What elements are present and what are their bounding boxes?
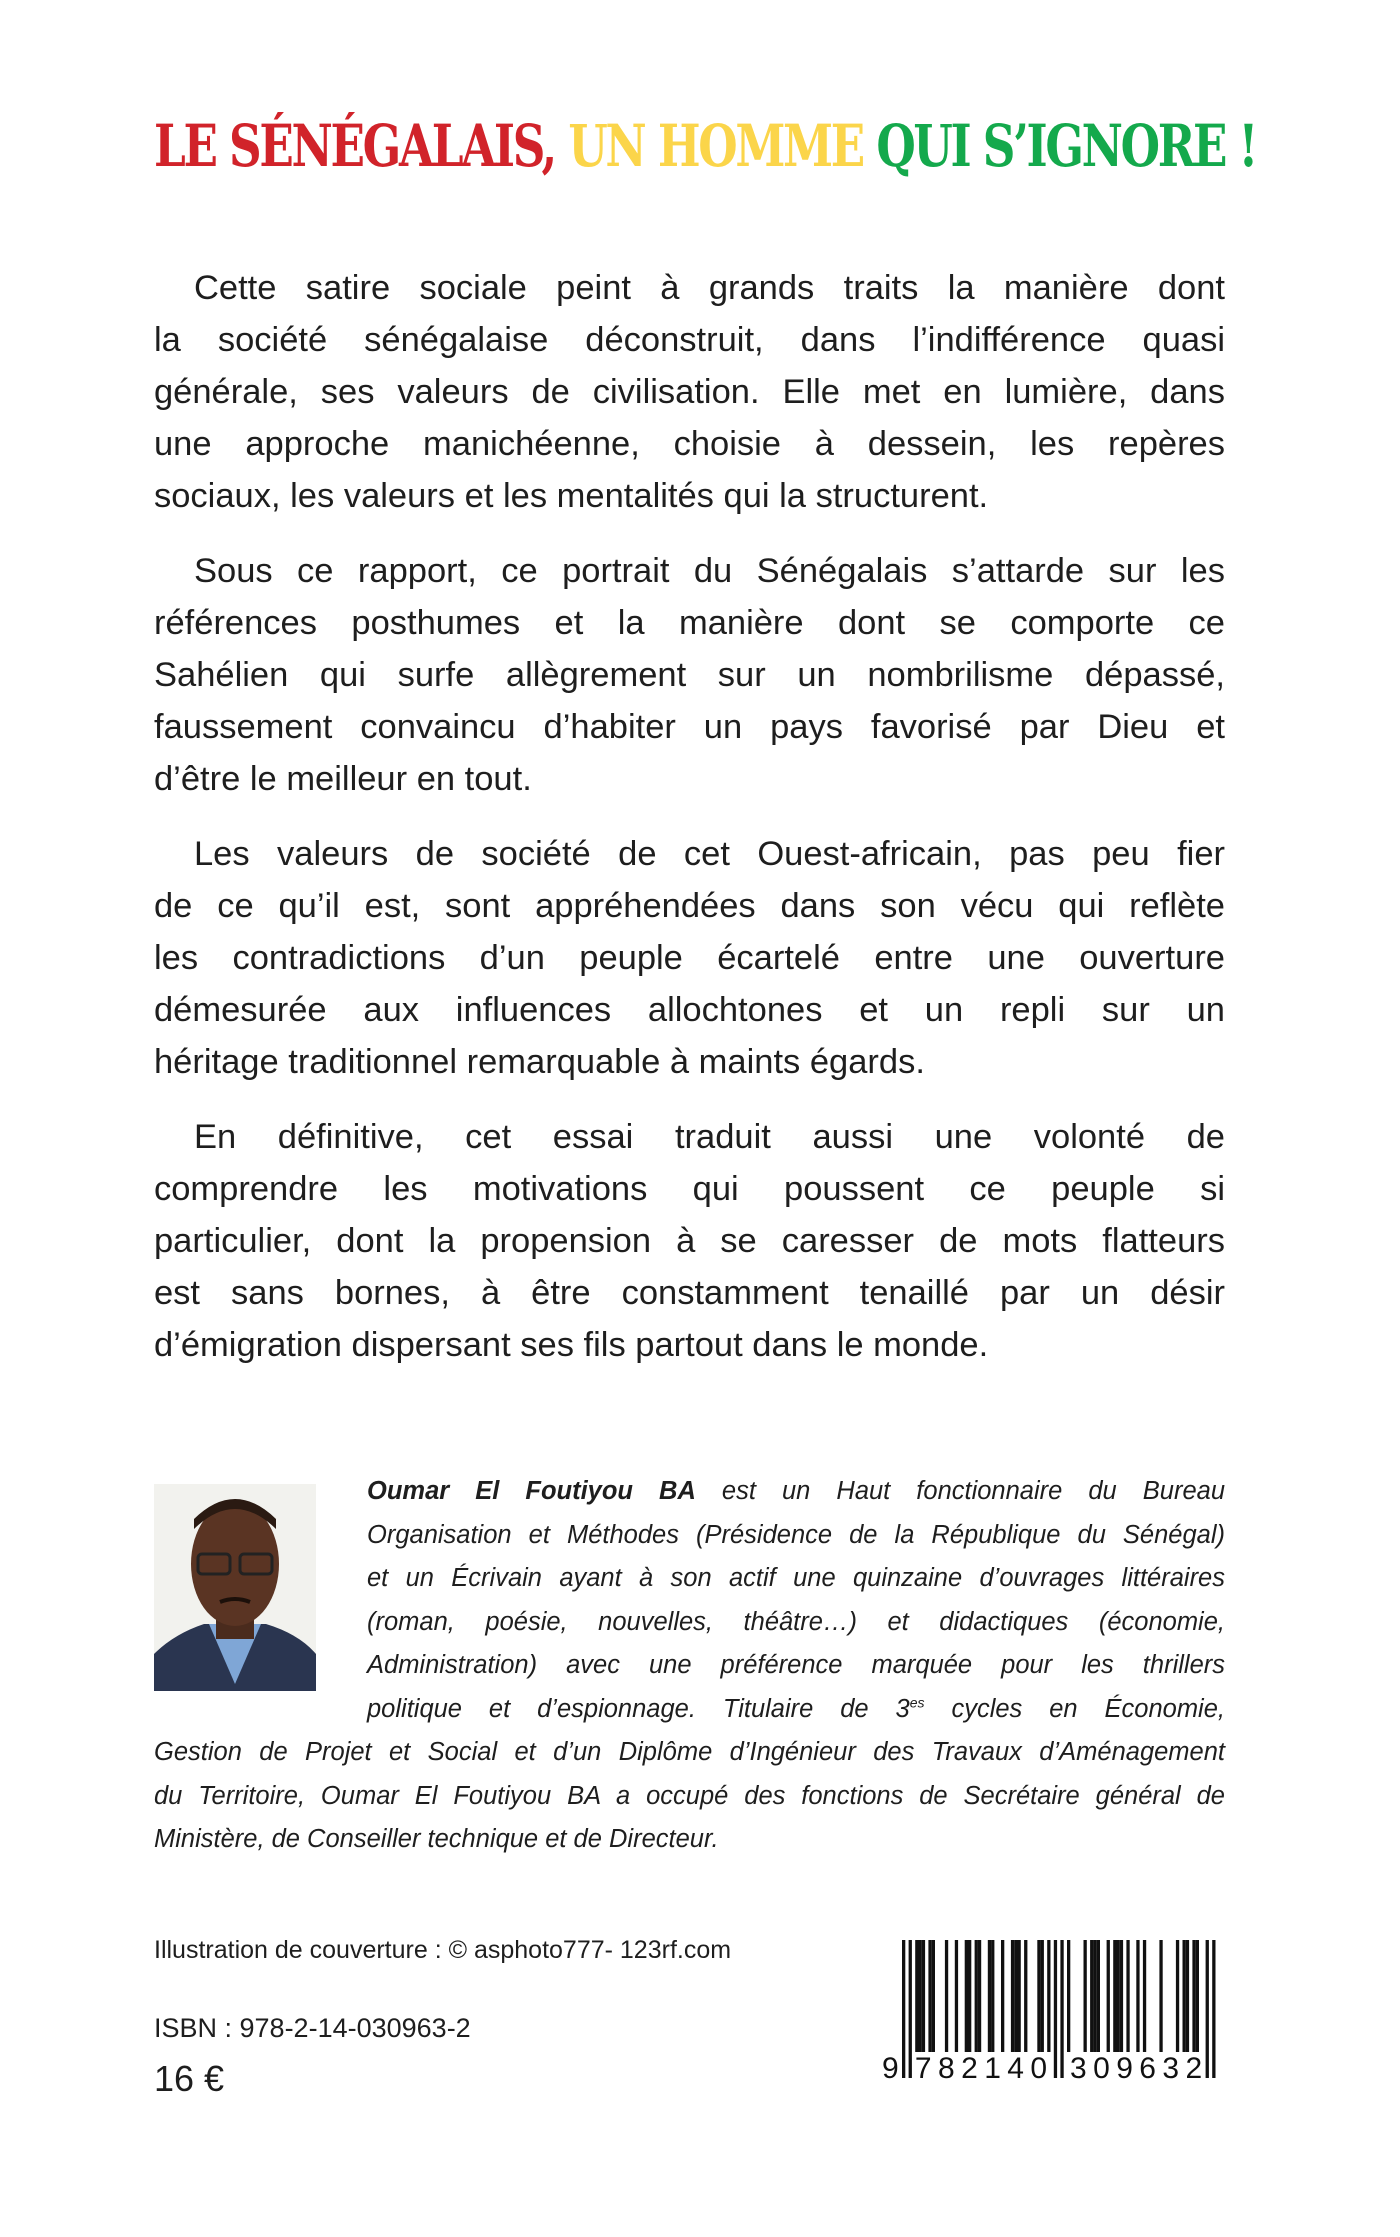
paragraph-line: particulier, dont la propension à se caresser de mots flatteurs (154, 1222, 1225, 1260)
paragraph (154, 1111, 1225, 1371)
barcode-digit: 9 (1116, 2052, 1133, 2081)
barcode-digit: 6 (1139, 2052, 1156, 2081)
barcode-bar (991, 1940, 994, 2052)
barcode-bar (1014, 1940, 1017, 2052)
barcode-digit: 3 (1070, 2052, 1087, 2081)
paragraph-line: comprendre les motivations qui poussent ce peuple si (154, 1170, 1225, 1208)
barcode-bar (1176, 1940, 1179, 2052)
barcode-digit: 8 (938, 2052, 955, 2081)
blurb (154, 262, 1225, 1394)
barcode-bar (1047, 1940, 1050, 2052)
barcode-bar (1067, 1940, 1070, 2052)
barcode-bar (1024, 1940, 1027, 2052)
bio-line: Administration) avec une préférence marquée pour les thrillers (367, 1651, 1225, 1679)
isbn: ISBN : 978-2-14-030963-2 (154, 2013, 471, 2043)
paragraph-line: sociaux, les valeurs et les mentalités qui la structurent. (154, 477, 989, 515)
barcode-digit: 2 (1185, 2052, 1203, 2081)
bio-line: et un Écrivain ayant à son actif une quinzaine d’ouvrages littéraires (367, 1564, 1225, 1592)
title-part-yellow: UN HOMME (568, 112, 863, 180)
barcode-bar (1113, 1940, 1116, 2052)
paragraph-line: En définitive, cet essai traduit aussi une volonté de (194, 1118, 1225, 1156)
barcode-bar (922, 1940, 925, 2052)
paragraph-line: une approche manichéenne, choisie à dessein, les repères (154, 425, 1225, 463)
barcode-bar (975, 1940, 978, 2052)
paragraph-line: Sous ce rapport, ce portrait du Sénégalais s’attarde sur les (194, 552, 1225, 590)
barcode-bar (1196, 1940, 1199, 2052)
paragraph-line: d’émigration dispersant ses fils partout dans le monde. (154, 1326, 989, 1364)
barcode-bar (1120, 1940, 1123, 2052)
paragraph-line: générale, ses valeurs de civilisation. Elle met en lumière, dans (154, 373, 1225, 411)
barcode-bar (1011, 1940, 1014, 2052)
paragraph-line: les contradictions d’un peuple écartelé entre une ouverture (154, 939, 1225, 977)
barcode-bar (1001, 1940, 1004, 2052)
barcode-bar (915, 1940, 918, 2052)
barcode-bar (1041, 1940, 1044, 2052)
title-part-green: QUI S’IGNORE ! (876, 112, 1257, 180)
paragraph (154, 262, 1225, 522)
paragraph-line: Cette satire sociale peint à grands traits la manière dont (194, 269, 1225, 307)
barcode-digit: 0 (1093, 2052, 1110, 2081)
barcode-bar (1107, 1940, 1110, 2052)
barcode-bar (1143, 1940, 1146, 2052)
bio-line: du Territoire, Oumar El Foutiyou BA a occupé des fonctions de Secrétaire général de (154, 1781, 1225, 1810)
paragraph-line: de ce qu’il est, sont appréhendées dans son vécu qui reflète (154, 887, 1225, 925)
barcode-bar (1018, 1940, 1021, 2052)
author-name: Oumar El Foutiyou BA (367, 1477, 696, 1505)
bio-line: Oumar El Foutiyou BA est un Haut fonctionnaire du Bureau (367, 1477, 1225, 1505)
barcode-bar (945, 1940, 948, 2052)
barcode-bar (1060, 1940, 1063, 2078)
barcode-bar (1126, 1940, 1129, 2052)
barcode-bar (1212, 1940, 1215, 2078)
barcode-bar (968, 1940, 971, 2052)
barcode-bar (1183, 1940, 1186, 2052)
paragraph-line: références posthumes et la manière dont se comporte ce (154, 604, 1225, 642)
barcode-digit: 2 (961, 2052, 978, 2081)
barcode-bar (1186, 1940, 1189, 2052)
bio-line: Organisation et Méthodes (Présidence de la République du Sénégal) (367, 1520, 1225, 1549)
barcode-bar (988, 1940, 991, 2052)
barcode-bar (1206, 1940, 1209, 2078)
barcode (880, 1936, 1225, 2081)
barcode-bar (1037, 1940, 1040, 2052)
barcode-digit: 1 (984, 2052, 1001, 2081)
barcode-bar (1097, 1940, 1100, 2052)
paragraph-line: héritage traditionnel remarquable à maints égards. (154, 1043, 925, 1081)
barcode-bar (978, 1940, 981, 2052)
barcode-bar (1054, 1940, 1057, 2078)
paragraph (154, 545, 1225, 805)
bio-line: (roman, poésie, nouvelles, théâtre…) et didactiques (économie, (367, 1607, 1225, 1636)
paragraph (154, 828, 1225, 1088)
barcode-digit: 4 (1007, 2052, 1024, 2081)
barcode-bar (1090, 1940, 1093, 2052)
author-bio (154, 1470, 1225, 1862)
paragraph-line: la société sénégalaise déconstruit, dans l’indifférence quasi (154, 321, 1225, 359)
barcode-bar (1084, 1940, 1087, 2052)
cover-credit: Illustration de couverture : © asphoto777- 123rf.com (154, 1936, 732, 1964)
barcode-bar (1117, 1940, 1120, 2052)
paragraph-line: démesurée aux influences allochtones et un repli sur un (154, 991, 1225, 1029)
barcode-bar (965, 1940, 968, 2052)
paragraph-line: Sahélien qui surfe allègrement sur un nombrilisme dépassé, (154, 656, 1225, 694)
barcode-bar (932, 1940, 935, 2052)
bio-line: Gestion de Projet et Social et d’un Diplôme d’Ingénieur des Travaux d’Aménagement (154, 1738, 1225, 1766)
bio-line: politique et d’espionnage. Titulaire de $3^{es}$ cycles en Économie, (367, 1694, 1225, 1723)
paragraph-line: d’être le meilleur en tout. (154, 760, 532, 798)
barcode-digit: 3 (1162, 2052, 1180, 2081)
barcode-digit: 0 (1030, 2052, 1048, 2081)
barcode-bar (1136, 1940, 1139, 2052)
barcode-bar (902, 1940, 905, 2078)
paragraph-line: Les valeurs de société de cet Ouest-africain, pas peu fier (194, 835, 1225, 873)
book-title (154, 112, 1257, 180)
barcode-bar (1093, 1940, 1096, 2052)
barcode-bar (1192, 1940, 1195, 2052)
barcode-digit: 9 (882, 2052, 899, 2081)
barcode-digit: 7 (914, 2052, 932, 2081)
paragraph-line: est sans bornes, à être constamment tenaillé par un désir (154, 1274, 1225, 1312)
price: 16 € (154, 2058, 225, 2099)
barcode-bar (955, 1940, 958, 2052)
bio-line: Ministère, de Conseiller technique et de Directeur. (154, 1825, 719, 1853)
barcode-bar (919, 1940, 922, 2052)
barcode-bar (1159, 1940, 1162, 2052)
title-part-red: LE SÉNÉGALAIS, (154, 112, 555, 180)
paragraph-line: faussement convaincu d’habiter un pays favorisé par Dieu et (154, 708, 1225, 746)
barcode-bar (909, 1940, 912, 2078)
barcode-bar (928, 1940, 931, 2052)
